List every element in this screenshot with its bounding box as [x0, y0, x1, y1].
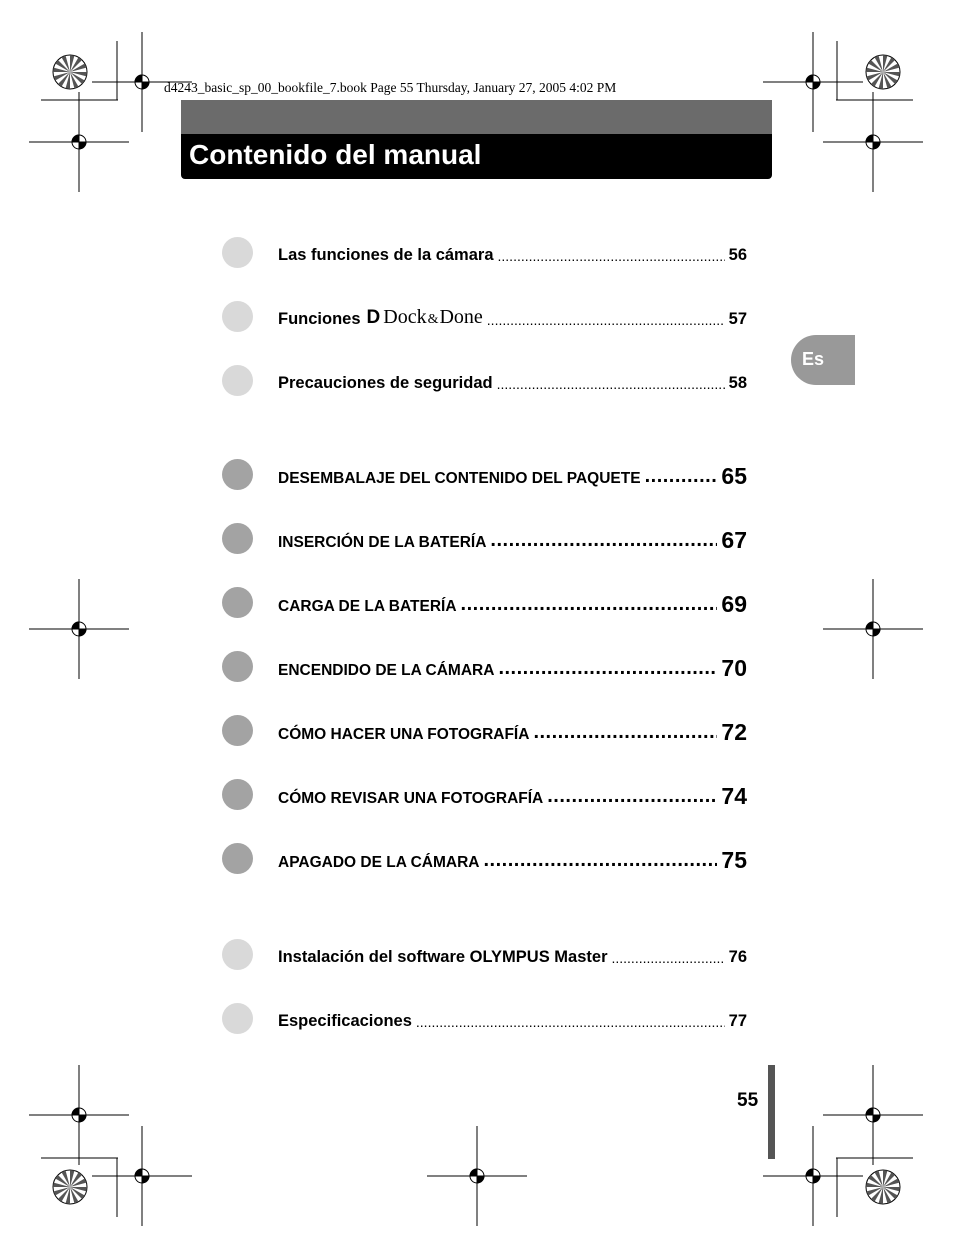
toc-label: APAGADO DE LA CÁMARA	[278, 853, 480, 871]
color-starburst-mark	[866, 1170, 900, 1204]
registration-crosshair	[29, 92, 129, 192]
toc-leader	[611, 951, 724, 965]
toc-label: Precauciones de seguridad	[278, 373, 493, 392]
registration-crosshair	[427, 1126, 527, 1226]
toc-bullet	[222, 715, 253, 746]
dock-and-done-logo: D Dock & Done	[366, 306, 483, 328]
registration-crosshair	[763, 1126, 863, 1226]
color-starburst-mark	[53, 1170, 87, 1204]
page-title: Contenido del manual	[189, 139, 482, 170]
toc-page: 67	[721, 527, 747, 553]
toc-page: 76	[728, 947, 747, 966]
toc-bullet	[222, 1003, 253, 1034]
toc-bullet	[222, 523, 253, 554]
registration-crosshair	[29, 1065, 129, 1165]
toc-leader	[461, 594, 718, 614]
toc-bullet	[222, 587, 253, 618]
registration-crosshair	[823, 92, 923, 192]
toc-item[interactable]	[222, 459, 747, 491]
toc-label: ENCENDIDO DE LA CÁMARA	[278, 661, 495, 679]
toc-item[interactable]	[222, 779, 747, 811]
toc-leader	[533, 722, 717, 742]
language-tab-label: Es	[802, 349, 825, 369]
toc-bullet	[222, 779, 253, 810]
toc-page: 70	[721, 655, 747, 681]
file-header: d4243_basic_sp_00_bookfile_7.book Page 55 Thursday, January 27, 2005 4:02 PM	[164, 80, 617, 95]
toc-label: Especificaciones	[278, 1011, 412, 1030]
registration-crosshair	[823, 579, 923, 679]
dock-d-icon: D	[366, 307, 381, 328]
language-tab	[791, 335, 855, 385]
color-starburst-mark	[53, 55, 87, 89]
toc-item[interactable]	[222, 843, 747, 875]
toc-page: 77	[728, 1011, 747, 1030]
toc-leader	[497, 377, 725, 391]
registration-crosshair	[763, 32, 863, 132]
toc-bullet	[222, 301, 253, 332]
toc-leader	[645, 466, 718, 486]
toc-label: CÓMO HACER UNA FOTOGRAFÍA	[278, 725, 530, 743]
toc-item[interactable]	[222, 237, 747, 269]
toc-label: INSERCIÓN DE LA BATERÍA	[278, 533, 487, 551]
toc-page: 69	[721, 591, 747, 617]
toc-page: 74	[721, 783, 747, 809]
title-bar-top	[181, 100, 772, 134]
toc-item[interactable]	[222, 939, 747, 971]
toc-leader	[547, 786, 717, 806]
title-bar	[181, 134, 772, 179]
toc-leader	[416, 1015, 725, 1029]
toc-bullet	[222, 237, 253, 268]
registration-crosshair	[823, 1065, 923, 1165]
toc-label: Funciones	[278, 309, 361, 328]
toc-leader	[490, 530, 717, 550]
toc-page: 75	[721, 847, 747, 873]
toc-label: CÓMO REVISAR UNA FOTOGRAFÍA	[278, 789, 544, 807]
toc-bullet	[222, 365, 253, 396]
toc-item[interactable]	[222, 365, 747, 397]
toc-item[interactable]	[222, 523, 747, 555]
toc-label: Instalación del software OLYMPUS Master	[278, 947, 608, 966]
toc-bullet	[222, 651, 253, 682]
toc-leader	[498, 658, 717, 678]
toc-leader	[484, 850, 718, 870]
toc-page: 56	[728, 245, 747, 264]
toc-item[interactable]	[222, 1003, 747, 1035]
toc-label: CARGA DE LA BATERÍA	[278, 597, 457, 615]
toc-leader	[498, 249, 725, 263]
toc-item[interactable]	[222, 301, 747, 333]
color-starburst-mark	[866, 55, 900, 89]
toc-item[interactable]	[222, 651, 747, 683]
registration-crosshair	[29, 579, 129, 679]
page-number-bar	[768, 1065, 775, 1159]
toc-label: Las funciones de la cámara	[278, 245, 494, 264]
toc-bullet	[222, 459, 253, 490]
toc-item[interactable]	[222, 587, 747, 619]
toc-label: DESEMBALAJE DEL CONTENIDO DEL PAQUETE	[278, 469, 641, 487]
registration-crosshair	[92, 1126, 192, 1226]
toc-page: 58	[728, 373, 747, 392]
toc-item[interactable]	[222, 715, 747, 747]
toc-leader	[487, 313, 725, 327]
toc-bullet	[222, 939, 253, 970]
toc-page: 57	[728, 309, 747, 328]
toc-bullet	[222, 843, 253, 874]
toc-page: 72	[721, 719, 747, 745]
page-number: 55	[737, 1090, 759, 1111]
toc-page: 65	[721, 463, 747, 489]
